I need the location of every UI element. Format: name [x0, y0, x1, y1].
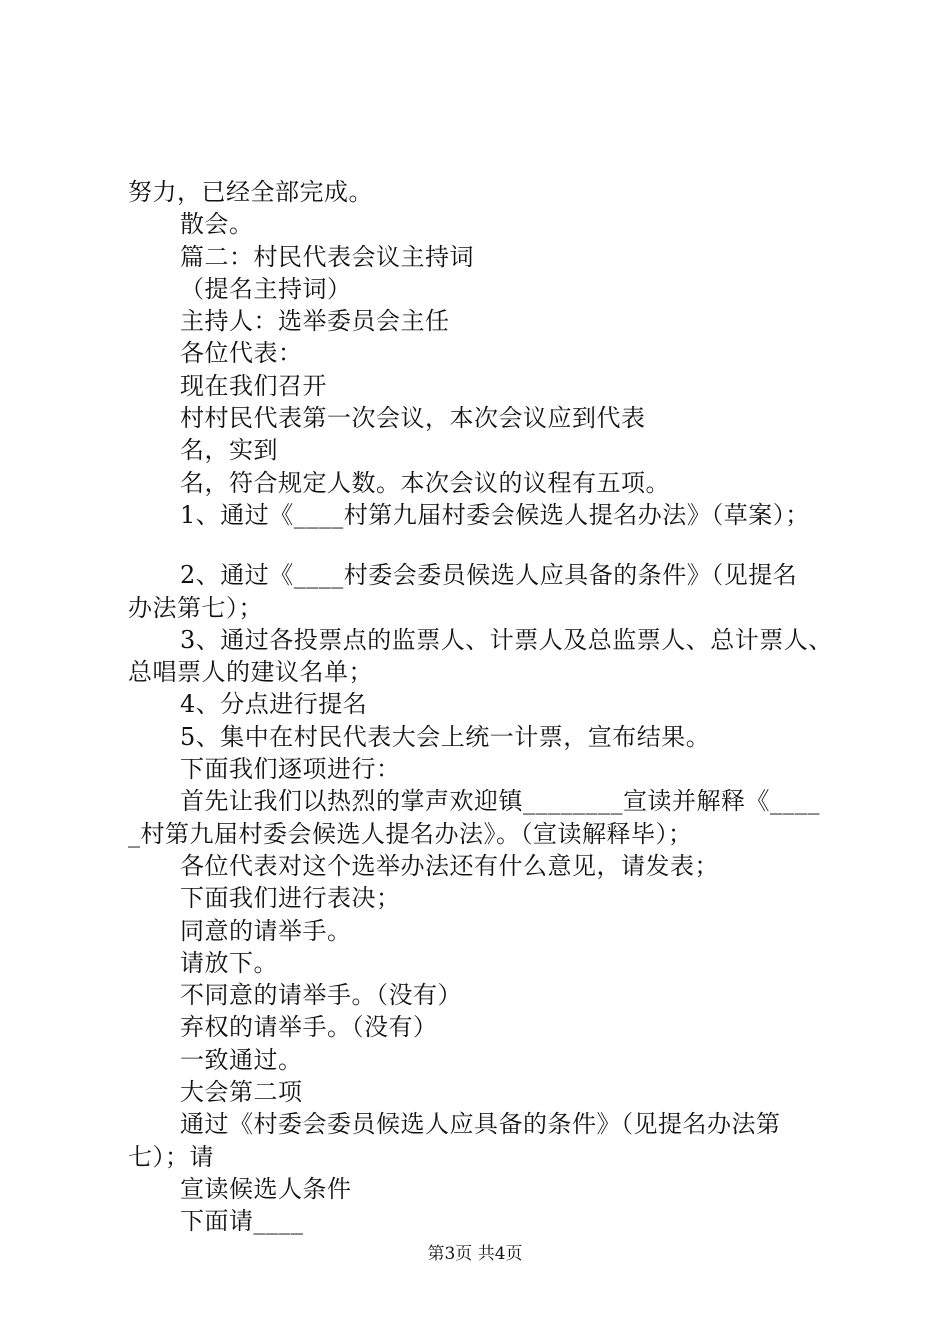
text-line: 宣读候选人条件	[180, 1174, 352, 1203]
text-line: 大会第二项	[180, 1078, 303, 1107]
text-line: 弃权的请举手。（没有）	[180, 1013, 438, 1042]
text-line: 现在我们召开	[180, 371, 327, 400]
agenda-item-1: 1、通过《____村第九届村委会候选人提名办法》（草案）；	[180, 500, 810, 529]
paragraph-gap	[128, 531, 850, 559]
agenda-item-4: 4、分点进行提名	[180, 690, 368, 719]
text-line: 请放下。	[180, 948, 278, 977]
document-body	[128, 176, 850, 1238]
text-line: 总唱票人的建议名单；	[128, 658, 373, 687]
section-subtitle: （提名主持词）	[180, 274, 352, 303]
text-line: 下面我们进行表决；	[180, 884, 401, 913]
text-line: 七）；请	[128, 1142, 214, 1171]
text-line: 主持人：选举委员会主任	[180, 307, 450, 336]
text-line: 努力，已经全部完成。	[128, 178, 373, 206]
text-line: 通过《村委会委员候选人应具备的条件》（见提名办法第	[180, 1110, 781, 1139]
agenda-item-3: 3、通过各投票点的监票人、计票人及总监票人、总计票人、	[180, 625, 833, 654]
text-line: 名，符合规定人数。本次会议的议程有五项。	[180, 468, 670, 497]
text-line: 不同意的请举手。（没有）	[180, 981, 462, 1010]
text-line: 各位代表：	[180, 339, 303, 368]
text-line: 村村民代表第一次会议，本次会议应到代表	[180, 404, 646, 433]
page-footer: 第3页 共4页	[427, 1244, 523, 1264]
text-line: 办法第七）；	[128, 593, 263, 622]
agenda-item-2: 2、通过《____村委会委员候选人应具备的条件》（见提名	[180, 561, 798, 590]
text-line: 下面请____	[180, 1207, 304, 1236]
agenda-item-5: 5、集中在村民代表大会上统一计票，宣布结果。	[180, 722, 711, 751]
text-line: 同意的请举手。	[180, 916, 352, 945]
text-line: 首先让我们以热烈的掌声欢迎镇________宣读并解释《____	[180, 787, 820, 816]
text-line: 名，实到	[180, 436, 278, 465]
text-line: _村第九届村委会候选人提名办法》。（宣读解释毕）；	[128, 819, 693, 848]
text-line: 散会。	[180, 210, 254, 239]
text-line: 下面我们逐项进行：	[180, 755, 401, 784]
text-line: 一致通过。	[180, 1045, 303, 1074]
section-title: 篇二：村民代表会议主持词	[180, 242, 474, 271]
text-line: 各位代表对这个选举办法还有什么意见，请发表；	[180, 851, 719, 880]
